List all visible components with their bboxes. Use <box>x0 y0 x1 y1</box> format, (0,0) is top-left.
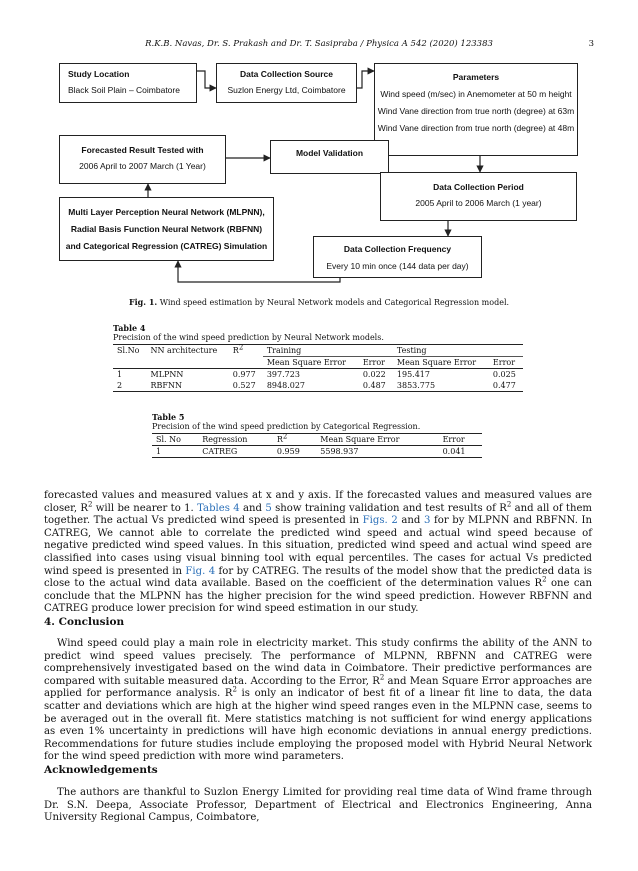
t5-cell: 0.041 <box>442 447 466 456</box>
t4-cell: 3853.775 <box>396 381 436 390</box>
figure-caption-text: Wind speed estimation by Neural Network models and Categorical Regression model. <box>159 298 510 307</box>
t4-cell: MLPNN <box>150 370 184 379</box>
table-row <box>113 369 523 381</box>
model-validation-title: Model Validation <box>295 148 364 158</box>
collection-frequency-text: Every 10 min once (144 data per day) <box>326 261 469 271</box>
results-paragraph: forecasted values and measured values at x and y axis. If the forecasted values and measured values are closer, $R^2$ will be nearer to 1. Tables 4 and 5 show training validation and test results of $R^2$ and all of them together. The actual Vs predicted wind speed is presented in Figs. 2 and 3 for by MLPNN and RBFNN. In CATREG, We cannot able to correlate the predicted wind speed and actual wind speed because of negative predicted wind speed values. In this situation, predicted wind speed and actual wind speed are classified into cases using visual binning tool with equal percentiles. The cases for actual Vs predicted wind speed is presented in Fig. 4 for by CATREG. The results of the model show that the predicted data is close to the actual wind data available. Based on the coefficient of the determination values $R^2$ one can conclude that the MLPNN has the higher precision for the wind speed prediction. However RBFNN and CATREG produce lower precision for wind speed estimation in our study. <box>44 490 593 615</box>
study-location-title: Study Location <box>68 69 130 79</box>
models-line-1: Multi Layer Perception Neural Network (MLPNN), <box>68 207 265 217</box>
t4-cell: 0.477 <box>492 381 516 390</box>
t5-header-err: Error <box>442 435 465 444</box>
t4-header-test-err: Error <box>492 358 516 367</box>
data-source-text: Suzlon Energy Ltd, Coimbatore <box>227 85 346 95</box>
t4-cell: 2 <box>117 381 123 390</box>
link-fig-4[interactable]: Fig. 4 <box>185 565 216 577</box>
link-fig-3[interactable]: 3 <box>423 515 431 527</box>
t4-cell: 0.487 <box>362 381 386 390</box>
table-5-grid <box>152 433 482 458</box>
box-data-source <box>216 63 357 103</box>
t5-header-reg: Regression <box>202 435 248 444</box>
box-parameters <box>374 63 578 156</box>
t4-cell: 0.977 <box>232 370 256 379</box>
arrow-source-to-parameters <box>357 71 374 88</box>
t4-header-train-mse: Mean Square Error <box>266 358 346 367</box>
t4-cell: 0.025 <box>492 370 516 379</box>
t5-header-slno: Sl. No <box>156 435 181 444</box>
t5-cell: 0.959 <box>276 447 300 456</box>
box-study-location <box>59 63 197 103</box>
section-heading-conclusion: 4. Conclusion <box>44 616 125 628</box>
page-number: 3 <box>588 39 594 49</box>
box-forecast-test <box>59 135 226 184</box>
models-line-2: Radial Basis Function Neural Network (RBFNN) <box>70 224 263 234</box>
t4-cell: 1 <box>117 370 123 379</box>
forecast-test-title: Forecasted Result Tested with <box>81 145 204 155</box>
t5-header-mse: Mean Square Error <box>320 435 400 444</box>
collection-frequency-title: Data Collection Frequency <box>343 244 452 254</box>
box-collection-period <box>380 172 577 221</box>
parameters-line-2: Wind Vane direction from true north (degree) at 63m <box>377 106 575 116</box>
forecast-test-text: 2006 April to 2007 March (1 Year) <box>79 161 206 171</box>
t4-cell: 0.527 <box>232 381 256 390</box>
parameters-line-3: Wind Vane direction from true north (degree) at 48m <box>377 123 575 133</box>
t4-header-test-mse: Mean Square Error <box>396 358 477 367</box>
figure-caption-label: Fig. 1. <box>128 297 158 307</box>
table-4 <box>113 323 523 392</box>
parameters-line-1: Wind speed (m/sec) in Anemometer at 50 m height <box>380 89 572 99</box>
models-line-3: and Categorical Regression (CATREG) Simulation <box>65 241 268 251</box>
running-header: R.K.B. Navas, Dr. S. Prakash and Dr. T. Sasipraba / Physica A 542 (2020) 123383 <box>145 39 493 49</box>
t5-cell: 5598.937 <box>320 447 359 456</box>
table-5-title: Table 5 <box>152 412 185 422</box>
box-model-validation <box>270 140 389 174</box>
t4-cell: 195.417 <box>396 370 430 379</box>
box-models <box>59 197 274 261</box>
table-5 <box>152 412 482 458</box>
acknowledgements-paragraph: The authors are thankful to Suzlon Energy Limited for providing real time data of Wind frame through Dr. S.N. Deepa, Associate Professor, Department of Electrical and Electronics Engineering, Anna University Regional Campus, Coimbatore, <box>44 787 592 824</box>
box-collection-frequency <box>313 236 482 278</box>
data-source-title: Data Collection Source <box>239 69 334 79</box>
t5-header-r2: $R^2$ <box>276 432 288 444</box>
t4-header-nn: NN architecture <box>150 346 218 356</box>
collection-period-title: Data Collection Period <box>433 182 524 192</box>
table-5-caption: Precision of the wind speed prediction by Categorical Regression. <box>152 422 421 431</box>
link-fig-2[interactable]: Figs. 2 <box>362 515 398 527</box>
study-location-text: Black Soil Plain – Coimbatore <box>68 85 180 95</box>
t4-header-slno: Sl.No <box>117 346 140 356</box>
t4-cell: 397.723 <box>266 370 300 379</box>
table-4-title: Table 4 <box>113 323 146 333</box>
figure-caption <box>0 297 638 307</box>
link-table-5[interactable]: 5 <box>265 502 272 514</box>
t5-cell: CATREG <box>202 447 238 456</box>
collection-period-text: 2005 April to 2006 March (1 year) <box>415 198 542 208</box>
t4-cell: RBFNN <box>150 381 182 390</box>
conclusion-paragraph: Wind speed could play a main role in electricity market. This study confirms the ability of the ANN to predict wind speed values precisely. The performance of MLPNN, RBFNN and CATREG were comprehensively investigated based on the wind data in Coimbatore. Their predictive performances are compared with suitable measured data. According to the Error, $R^2$ and Mean Square Error approaches are applied for performance analysis. $R^2$ is only an indicator of best fit of a linear fit line to data, the data scatter and deviations which are high at the higher wind speed ranges even in the MLPNN case, seems to be averaged out in the overall fit. Mere statistics matching is not sufficient for wind energy applications as even 1% uncertainty in predictions will have high economic deviations in annual energy predictions. Recommendations for future studies include employing the proposed model with Hybrid Neural Network for the wind speed prediction with more wind parameters. <box>44 638 593 763</box>
table-row <box>152 446 482 458</box>
table-4-grid <box>113 344 523 392</box>
t4-cell: 0.022 <box>362 370 386 379</box>
arrow-location-to-source <box>197 71 216 88</box>
t4-cell: 8948.027 <box>266 381 305 390</box>
table-4-caption: Precision of the wind speed prediction by Neural Network models. <box>113 333 384 342</box>
t5-cell: 1 <box>156 447 162 456</box>
t4-header-training: Training <box>263 345 393 357</box>
link-table-4[interactable]: Tables 4 <box>197 502 240 514</box>
table-row <box>113 380 523 392</box>
section-heading-acknowledgements: Acknowledgements <box>44 764 158 776</box>
t4-header-train-err: Error <box>362 358 385 367</box>
t4-header-testing: Testing <box>393 345 523 357</box>
parameters-title: Parameters <box>452 72 500 82</box>
t4-header-r2: $R^2$ <box>232 343 244 356</box>
